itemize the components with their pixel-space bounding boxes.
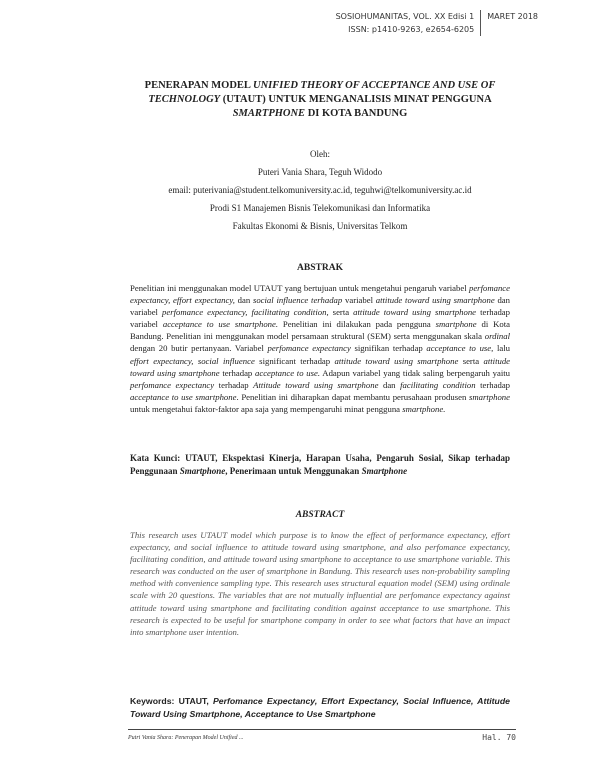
title-text-2: UNIFIED THEORY OF ACCEPTANCE AND USE OF TECHNOLOGY xyxy=(148,80,496,105)
journal-header xyxy=(336,10,538,36)
journal-issn: ISSN: p1410-9263, e2654-6205 xyxy=(348,25,475,34)
author-names: Puteri Vania Shara, Teguh Widodo xyxy=(257,167,383,177)
title-text-1: PENERAPAN MODEL xyxy=(144,80,253,91)
page-number: Hal. 70 xyxy=(482,733,516,742)
paper-title xyxy=(120,79,520,121)
journal-name: SOSIOHUMANITAS, VOL. XX Edisi 1 xyxy=(335,12,475,21)
author-email: email: puterivania@student.telkomuniversity.ac.id, teguhwi@telkomuniversity.ac.id xyxy=(168,185,472,195)
author-faculty: Fakultas Ekonomi & Bisnis, Universitas Telkom xyxy=(232,221,408,231)
title-text-3: (UTAUT) UNTUK MENGANALISIS MINAT PENGGUNA xyxy=(220,94,492,105)
abstract-body: This research uses UTAUT model which purpose is to know the effect of performance expectancy, effort expectancy, and social influence to attitude toward using smartphone, and also perfomance expectancy, facilitating condition, and attitude toward using smartphone to acceptance to use smartphone variable. This research was conducted on the user of smartphone in Bandung. This research uses non-probability sampling method with convenience sampling type. This research uses structural equation model (SEM) using ordinale scale with 20 questions. The variables that are not mutually influential are perfomance expectancy against attitude toward using smartphone and facilitating condition against acceptance to use smartphone. This research is expected to be useful for smartphone company in order to see what factors that have an impact into smartphone user intention. xyxy=(130,530,510,637)
abstract-heading: ABSTRACT xyxy=(295,510,345,520)
author-by: Oleh: xyxy=(310,149,330,159)
abstrak-body: Penelitian ini menggunakan model UTAUT yang bertujuan untuk mengetahui pengaruh variabel perfomance expectancy, effort expectancy, dan social influence terhadap variabel attitude toward using smartphone dan variabel perfomance expectancy, facilitating condition, serta attitude toward using smartphone terhadap variabel acceptance to use smartphone. Penelitian ini dilakukan pada pengguna smartphone di Kota Bandung. Penelitian ini menggunakan model persamaan struktural (SEM) serta menggunakan skala ordinal dengan 20 butir pertanyaan. Variabel perfomance expectancy signifikan terhadap acceptance to use, lalu effort expectancy, social influence significant terhadap attitude toward using smartphone serta attitude toward using smartphone terhadap acceptance to use. Adapun variabel yang tidak saling berpengaruh yaitu perfomance expectancy terhadap Attitude toward using smartphone dan facilitating condition terhadap acceptance to use smartphone. Penelitian ini diharapkan dapat membantu perusahaan produsen smartphone untuk mengetahui faktor-faktor apa saja yang mempengaruhi minat pengguna smartphone. xyxy=(130,283,511,414)
running-title: Putri Vania Shara: Penerapan Model Unified ... xyxy=(128,735,244,741)
kata-kunci: Kata Kunci: UTAUT, Ekspektasi Kinerja, Harapan Usaha, Pengaruh Sosial, Sikap terhadap Penggunaan Smartphone, Penerimaan untuk Menggunakan Smartphone xyxy=(130,453,510,476)
title-text-4: SMARTPHONE xyxy=(232,108,306,119)
keywords-en: Keywords: UTAUT, Perfomance Expectancy, Effort Expectancy, Social Influence, Attitude Toward Using Smartphone, Acceptance to Use Smartphone xyxy=(130,696,510,719)
author-program: Prodi S1 Manajemen Bisnis Telekomunikasi dan Informatika xyxy=(209,203,431,213)
footer-divider xyxy=(128,729,516,730)
journal-date: MARET 2018 xyxy=(487,12,538,21)
author-block xyxy=(100,145,540,235)
abstrak-heading: ABSTRAK xyxy=(297,263,343,273)
title-text-5: DI KOTA BANDUNG xyxy=(305,108,408,119)
